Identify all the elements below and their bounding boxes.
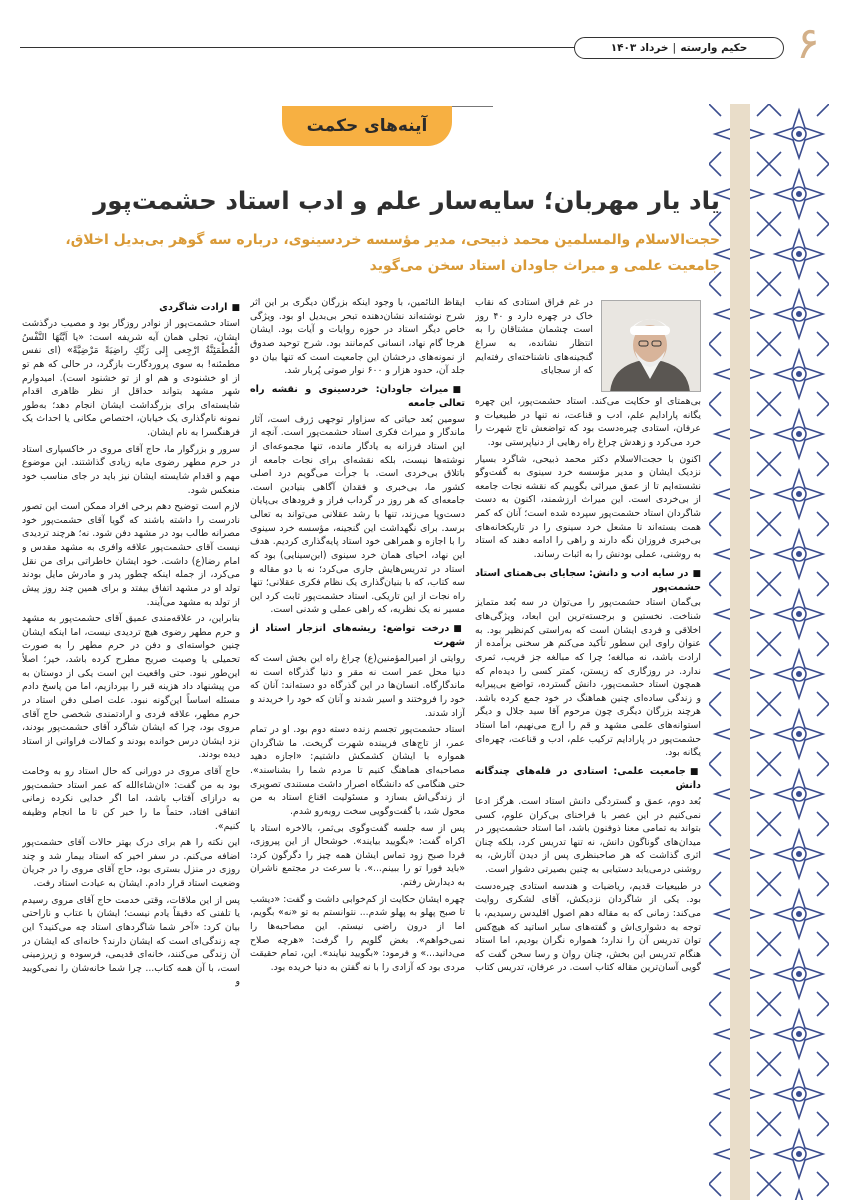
- body-paragraph: در طبیعیات قدیم، ریاضیات و هندسه استادی چیره‌دست بود. یکی از شاگردان نزدیکش، آقای لشکری روایت می‌کند: زمانی که به مقاله دهم اصول اقلیدس رسیدیم، با توجه به دشواری‌اش و گفته‌های سایر اساتید که هیچ‌کس توان تدریس آن را ندارد؛ همواره نگران بودیم، اما استاد هنگام تدریس این بخش، چنان روان و رسا سخن گفت که گویی آسان‌ترین مقاله کتاب است. در عرفان، تدریس کتاب: [475, 880, 701, 974]
- article-column-1: [475, 296, 701, 1196]
- article-column-3: [22, 296, 240, 1196]
- header-issue-pill: [574, 37, 784, 59]
- body-paragraph: روایتی از امیرالمؤمنین(ع) چراغ راه این بخش است که دنیا محل عمر است نه مقر و دنیا گذرگاه است نه ماندگارگاه. انسان‌ها در این گذرگاه دو دسته‌اند: آنان که خود را فروختند و اسیر شدند و آنان که خود را خریدند و آزاد شدند.: [250, 653, 465, 719]
- body-paragraph: استاد حشمت‌پور تجسم زنده دسته دوم بود. او در تمام عمر، از تاج‌های فریبنده شهرت گریخت. ما شاگردان همواره با ایشان کشمکش داشتیم: «اجازه دهید مصاحبه‌ای هماهنگ کنیم تا مردم شما را بشناسند». حتی هنگامی که دانشگاه اصرار داشت مستندی تصویری از زندگی‌اش بسازد و مسئولیت اقناع استاد به من محول شد، با گفت‌وگویی سخت روبه‌رو شدم.: [250, 724, 465, 817]
- body-paragraph: اکنون با حجت‌الاسلام دکتر محمد ذبیحی، شاگرد بسیار نزدیک ایشان و مدیر مؤسسه خرد سینوی به گفت‌وگو نشسته‌ایم تا از عمق میراثی بگوییم که نقشه نجات جامعه از بی‌خردی است. این میراث ارزشمند، اکنون به دست شاگردان استاد حشمت‌پور سپرده شده است؛ آنان که کمر همت بسته‌اند تا مشعل خرد سینوی را در تاریکخانه‌های بی‌خبری فروزان نگه دارند و راهی را ادامه دهند که استاد به روشنی، عملی بودنش را به اثبات رساند.: [475, 453, 701, 560]
- portrait-image: [601, 301, 700, 392]
- page-number: ۶: [796, 18, 820, 69]
- girih-pattern: [709, 104, 829, 1200]
- section-heading: ■ ارادت شاگردی: [22, 301, 240, 315]
- body-paragraph: سومین بُعد حیاتی که سزاوار توجهی ژرف است، آثار ماندگار و میراث فکری استاد حشمت‌پور است. آنچه از این استاد فرزانه به یادگار مانده، تنها مجموعه‌ای از نوشته‌ها نیست، بلکه نقشه‌ای برای نجات جامعه از باتلاق بی‌خردی است. با جرأت می‌گویم درد اصلی کشور ما، بی‌خبری و فقدان آگاهی بنیادین است. جامعه‌ای که هر روز در گرداب فراز و فرودهای بی‌پایان دست‌وپا می‌زند، تنها با رشد عقلانی می‌تواند به تعالی برسد. برای نگهداشت این گنجینه، مؤسسه خرد سینوی را با اجازه و همراهی خود استاد پایه‌گذاری کردیم. هدف این نهاد، احیای همان خرد سینوی (ابن‌سینایی) بود که استاد در تدریس‌هایش جاری می‌کرد؛ نه با دو مقاله و سه کتاب، که با بنیان‌گذاری یک نظام فکری عقلانی؛ تنها راه نجات از این تاریکی. استاد حشمت‌پور ثابت کرد این مسیر نه یک نظریه، که راهی عملی و شدنی است.: [250, 413, 465, 616]
- body-paragraph: بی‌گمان استاد حشمت‌پور را می‌توان در سه بُعد متمایز شناخت. نخستین و برجسته‌ترین این ابعاد، ویژگی‌های اخلاقی و فردی ایشان است که به‌راستی کم‌نظیر بود. به عنوان راوی این سطور تأکید می‌کنم هر سخنی برآمده از ارادت باشد، نه مبالغه؛ چرا که مبالغه جز فریب، ثمری ندارد. در روزگاری که زیستن، کمتر کسی را دیده‌ام که همچون استاد حشمت‌پور، دانش گسترده، تواضع بی‌پیرایه و زندگی ساده‌ای چنین هماهنگ در خود جمع کرده باشد. هرچند بزرگان دیگری چون مرحوم آقا سید جلال و دیگر استوانه‌های علمی مشهد و قم را ارج می‌نهیم، اما استاد حشمت‌پور در پارادایم ترکیب علم، ادب و قناعت، چهره‌ای یگانه بود.: [475, 597, 701, 759]
- article-subtitle: حجت‌الاسلام والمسلمین محمد ذبیحی، مدیر مؤسسه خردسینوی، درباره سه گوهر بی‌بدیل اخلاق، جامعیت علمی و میراث جاودان استاد سخن می‌گوید: [65, 232, 720, 274]
- body-paragraph: سرور و بزرگوار ما، حاج آقای مروی در خاکسپاری استاد در حرم مطهر رضوی مایه زیادی گذاشتند. این موضوع مهم و اقدام شایسته ایشان نیز باید در جای مناسب خود منعکس شود.: [22, 443, 240, 496]
- portrait-photo: [601, 300, 701, 392]
- section-heading: ■ در سایه ادب و دانش: سجایای بی‌همتای استاد حشمت‌پور: [475, 567, 701, 595]
- section-heading: ■ درخت تواضع: ریشه‌های انزجار استاد از شهرت: [250, 622, 465, 650]
- section-tab: [282, 106, 452, 146]
- section-heading: ■ میراث جاودان: خردسینوی و نقشه راه تعالی جامعه: [250, 383, 465, 411]
- page-header: [0, 14, 847, 69]
- body-paragraph: حاج آقای مروی در دورانی که حال استاد رو به وخامت بود به من گفت: «ان‌شاءالله که عمر استاد حشمت‌پور به درازای آفتاب باشد، اما اگر خدایی نکرده زمانی اتفاقی افتاد، حتماً ما را خبر کن تا ما انجام وظیفه کنیم».: [22, 766, 240, 832]
- article-column-2: [250, 296, 465, 1196]
- decorative-pattern-band: [709, 104, 829, 1200]
- body-paragraph: بنابراین، در علاقه‌مندی عمیق آقای حشمت‌پور به مشهد و حرم مطهر رضوی هیچ تردیدی نیست، اما اینکه ایشان چنین خواسته‌ای و دفن در حرم مطهر را به صورت تحمیلی یا وصیت صریح مطرح کرده باشد، خیر؛ اصلاً این‌طور نبود. حتی واقعیت این است یکی از دوستان به من پیشنهاد داد هزینه قبر را بپردازیم، اما من پاسخ دادم مسئله اساساً این‌گونه نبود. علت اصلی دفن استاد در حرم مطهر، علاقه فردی و ارادتمندی شخصی حاج آقای مروی بود، چرا که ایشان شاگرد آقای حشمت‌پور بودند، نزد ایشان درس خوانده بودند و کمالات فراوانی از استاد دیده بودند.: [22, 613, 240, 761]
- header-separator: |: [672, 42, 677, 54]
- section-heading: ■ جامعیت علمی: استادی در قله‌های چندگانه دانش: [475, 765, 701, 793]
- decorative-gold-strip: [730, 104, 750, 1200]
- intro-paragraph: در غم فراق استادی که نقاب خاک در چهره دارد و ۴۰ روز است چشمان مشتاقان را به انتظار نشانده، به سراغ گنجینه‌های ناشناخته‌ای رفته‌ایم که از سجایای: [475, 297, 593, 377]
- body-paragraph: استاد حشمت‌پور از نوادر روزگار بود و مصیب درگذشت ایشان، تجلی همان آیه شریفه است: «یا اَیَّتُهَا النَّفْسُ الْمُطْمَئِنَّةُ ارْجِعی إِلی رَبِّكِ راضِیَةً مَرْضِیَّةً» (ای نفس مطمئنه! به سوی پروردگارت بازگرد، در حالی که هم تو از او خشنودی و هم او از تو خشنود است). امیدوارم شهر مشهد بتواند حداقل از نظر ظاهری اقدام شایسته‌ای برای بزرگداشت ایشان انجام دهد؛ به‌طور نمونه نام‌گذاری یک خیابان، اختصاص مکانی یا احداث یک فرهنگسرا به نام ایشان.: [22, 318, 240, 439]
- body-paragraph: بی‌همتای او حکایت می‌کند. استاد حشمت‌پور، این چهره یگانه پارادایم علم، ادب و قناعت، نه تنها در طبیعیات و عرفان، استادی چیره‌دست بود که تواضعش تاج شهرت را خرد می‌کرد و زهدش چراغ راه رهایی از دنیاپرستی بود.: [475, 396, 701, 448]
- article-title: یاد یار مهربان؛ سایه‌سار علم و ادب استاد حشمت‌پور: [93, 186, 720, 215]
- magazine-name: حکیم وارسته: [680, 42, 748, 54]
- body-paragraph: لازم است توضیح دهم برخی افراد ممکن است این تصور نادرست را داشته باشند که گویا آقای حشمت‌پور خود مصرانه طالب بود در مشهد دفن شود. نه؛ هرچند تردیدی نیست آقای حشمت‌پور علاقه وافری به مشهد مقدس و امام رضا(ع) داشت. خود ایشان خاطراتی برای من نقل می‌کرد، از جمله اینکه چطور پدر و مادرش مایل بودند تولد او در مشهد اتفاق بیفتد و برای همین چند روز پیش از تولد به مشهد می‌آیند.: [22, 501, 240, 608]
- body-paragraph: بُعد دوم، عمق و گستردگی دانش استاد است. هرگز ادعا نمی‌کنیم در این عصر با فراخنای بی‌کران علوم، کسی بتواند به تمامی معنا ذوفنون باشد، اما استاد حشمت‌پور در میدان‌های گوناگون دانش، نه تنها تدریس کرد، بلکه چنان اثری گذاشت که هر صاحبنظری پس از دیدن آثارش، به روشنی درمی‌یابد دستیابی به چنین بصیرتی دشوار است.: [475, 795, 701, 876]
- body-paragraph: پس از این ملاقات، وقتی خدمت حاج آقای مروی رسیدم یا تلفنی که دقیقاً یادم نیست؛ ایشان با عتاب و ناراحتی بیان کرد: «آخر شما شاگردهای استاد چه می‌کنید؟ این چه زندگی‌ای است که ایشان دارند؟ خانه‌ای که ایشان در آن زندگی می‌کنند، خانه‌ای قدیمی، فرسوده و زیرزمینی است، با آن همه کتاب... چرا شما خانه‌شان را نمی‌کویید و: [22, 894, 240, 988]
- issue-date: خرداد ۱۴۰۳: [610, 42, 669, 54]
- body-paragraph: این نکته را هم برای درک بهتر حالات آقای حشمت‌پور اضافه می‌کنم. در سفر اخیر که استاد بیمار شد و چند روزی در منزل بستری بود، حاج آقای مروی را در جریان وضعیت استاد قرار دادم. ایشان به عیادت استاد رفت.: [22, 837, 240, 890]
- body-paragraph: چهره ایشان حکایت از کم‌خوابی داشت و گفت: «دیشب تا صبح پهلو به پهلو شدم... نتوانستم به تو «نه» بگویم، اما از درون راضی نیستم. این مصاحبه‌ها را نمی‌خواهم». بغض گلویم را گرفت: «هرچه صلاح می‌دانید...» و فرمود: «بگویید نیایند». این، تمام حقیقت مردی بود که آزادی را با نه گفتن به دنیا خریده بود.: [250, 893, 465, 973]
- section-label: آینه‌های حکمت: [306, 116, 428, 136]
- body-paragraph: ایقاظ النائمین، با وجود اینکه بزرگان دیگری بر این اثر شرح نوشته‌اند نشان‌دهنده تبحر بی‌بدیل او بود. ویژگی خاص دیگر استاد در حوزه روایات و آیات بود. ایشان هرجا گام نهاد، انسانی کم‌مانند بود. شرح توحید صدوق از نمونه‌های درخشان این جامعیت است که تنها بیان دو جلد آن، حدود هزار و ۶۰۰ نوار صوتی پُربار شد.: [250, 297, 465, 377]
- body-paragraph: پس از سه جلسه گفت‌وگوی بی‌ثمر، بالاخره استاد با اکراه گفت: «بگویید بیایند». خوشحال از این پیروزی، فردا صبح زود تماس ایشان همه چیز را دگرگون کرد: «باید فورا تو را ببینم...». با سرعت در مجتمع ناشران به دیدارش رفتم.: [250, 822, 465, 889]
